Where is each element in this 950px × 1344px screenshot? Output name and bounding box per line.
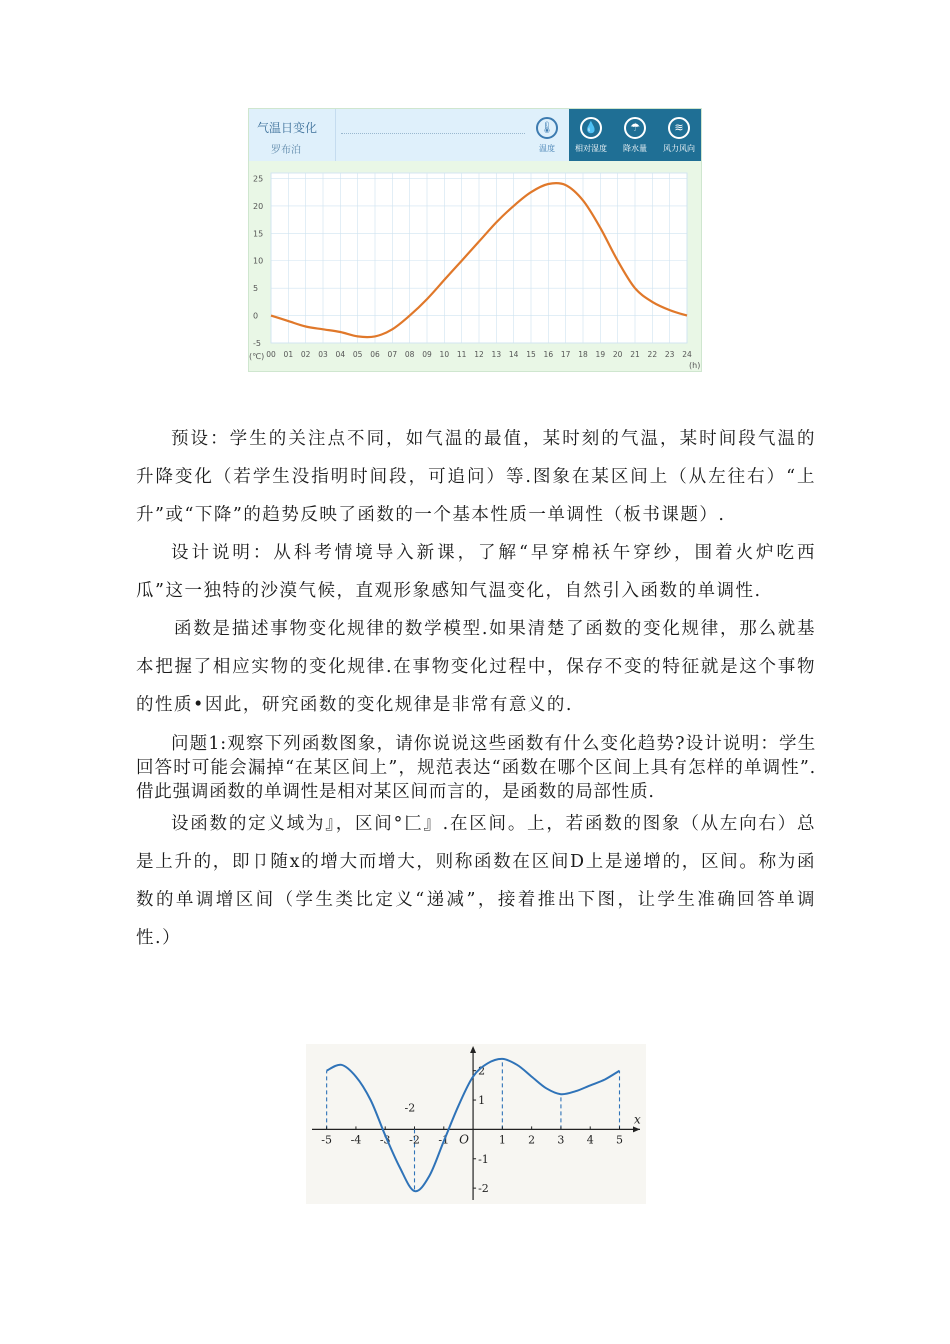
tab-label: 风力风向	[663, 144, 695, 153]
x-tick-label: 17	[560, 350, 571, 359]
weather-header	[249, 109, 701, 161]
x-tick-label: 06	[370, 350, 380, 359]
x-tick-label: -5	[321, 1133, 333, 1147]
y-tick-label: 5	[253, 284, 259, 294]
point-label: -2	[404, 1101, 416, 1115]
x-tick-label: -1	[438, 1133, 450, 1147]
paragraph-presupposition: 预设：学生的关注点不同，如气温的最值，某时刻的气温，某时间段气温的升降变化（若学生没指明时间段，可追问）等.图象在某区间上（从左往右）“上升”或“下降”的趋势反映了函数的一个基本性质一单调性（板书课题）.	[136, 429, 816, 525]
x-tick-label: 20	[612, 350, 623, 359]
graph-background	[306, 1044, 646, 1204]
y-tick-label: 25	[253, 174, 264, 184]
y-unit-label: (℃)	[249, 352, 265, 361]
tab-precipitation[interactable]	[613, 109, 657, 161]
paragraph-question-1: 问题1:观察下列函数图象，请你说说这些函数有什么变化趋势?设计说明：学生回答时可能会漏掉“在某区间上”，规范表达“函数在哪个区间上具有怎样的单调性”.借此强调函数的单调性是相对某区间而言的，是函数的局部性质.	[136, 734, 816, 802]
function-graph	[306, 1044, 646, 1204]
tab-humidity[interactable]	[569, 109, 613, 161]
y-tick-label: 15	[253, 229, 264, 239]
x-tick-label: 18	[578, 350, 588, 359]
y-tick-label: 20	[253, 201, 264, 211]
x-tick-label: 02	[300, 350, 311, 359]
x-tick-label: 09	[422, 350, 432, 359]
x-tick-label: 5	[616, 1133, 623, 1147]
weather-title: 气温日变化	[257, 121, 318, 135]
x-tick-label: 23	[664, 350, 675, 359]
x-tick-label: 12	[474, 350, 484, 359]
x-tick-label: 05	[352, 350, 363, 359]
y-tick-label: 10	[253, 256, 264, 266]
temperature-chart	[249, 161, 701, 371]
x-tick-label: -4	[350, 1133, 362, 1147]
x-tick-label: 4	[586, 1133, 594, 1147]
tab-label: 温度	[539, 144, 555, 153]
x-tick-label: 01	[283, 350, 294, 359]
tab-wind[interactable]	[657, 109, 701, 161]
x-tick-label: 16	[543, 350, 554, 359]
weather-place: 罗布泊	[271, 145, 301, 156]
thermometer-icon: 🌡	[536, 117, 558, 139]
x-tick-label: 07	[387, 350, 398, 359]
x-axis-label: x	[634, 1112, 641, 1127]
x-tick-label: 00	[266, 350, 276, 359]
paragraph-function-model: 函数是描述事物变化规律的数学模型.如果清楚了函数的变化规律，那么就基本把握了相应实物的变化规律.在事物变化过程中，保存不变的特征就是这个事物的性质•因此，研究函数的变化规律是非常有意义的.	[136, 619, 816, 715]
tab-label: 降水量	[623, 144, 647, 153]
x-tick-label: 10	[439, 350, 450, 359]
x-tick-label: 14	[508, 350, 519, 359]
x-tick-label: 15	[526, 350, 536, 359]
tab-temperature[interactable]	[525, 109, 569, 161]
y-tick-label: -1	[478, 1152, 489, 1166]
x-tick-label: 11	[456, 350, 467, 359]
x-tick-label: -3	[379, 1133, 391, 1147]
tab-label: 相对湿度	[575, 144, 607, 153]
humidity-icon: 💧	[580, 117, 602, 139]
rain-icon: ☂	[624, 117, 646, 139]
x-tick-label: 3	[557, 1133, 565, 1147]
y-tick-label: -2	[478, 1182, 489, 1196]
x-tick-label: 24	[682, 350, 692, 359]
header-divider	[335, 109, 336, 161]
y-tick-label: -5	[253, 339, 261, 348]
x-tick-label: 21	[630, 350, 640, 359]
x-tick-label: 03	[318, 350, 328, 359]
y-tick-label: 1	[478, 1094, 486, 1108]
y-tick-label: 0	[253, 311, 259, 321]
x-tick-label: 2	[528, 1133, 536, 1147]
wind-icon: ≋	[668, 117, 690, 139]
x-unit-label: (h)	[689, 361, 701, 370]
x-tick-label: -2	[409, 1133, 420, 1147]
dotted-line	[341, 133, 525, 134]
x-tick-label: 1	[498, 1133, 506, 1147]
x-tick-label: 04	[335, 350, 346, 359]
origin-label: O	[459, 1132, 469, 1147]
x-tick-label: 08	[404, 350, 415, 359]
paragraph-definition: 设函数的定义域为』，区间°匚』.在区间。上，若函数的图象（从左向右）总是上升的，即卩随x的增大而增大，则称函数在区间D上是递增的，区间。称为函数的单调增区间（学生类比定义“递减”，接着推出下图，让学生准确回答单调性.）	[136, 814, 816, 948]
paragraph-design-note-1: 设计说明：从科考情境导入新课，了解“早穿棉袄午穿纱，围着火炉吃西瓜”这一独特的沙漠气候，直观形象感知气温变化，自然引入函数的单调性.	[136, 543, 816, 601]
x-tick-label: 22	[647, 350, 658, 359]
y-tick-label: 2	[478, 1064, 486, 1078]
weather-widget	[248, 108, 702, 372]
x-tick-label: 13	[491, 350, 502, 359]
x-tick-label: 19	[595, 350, 606, 359]
